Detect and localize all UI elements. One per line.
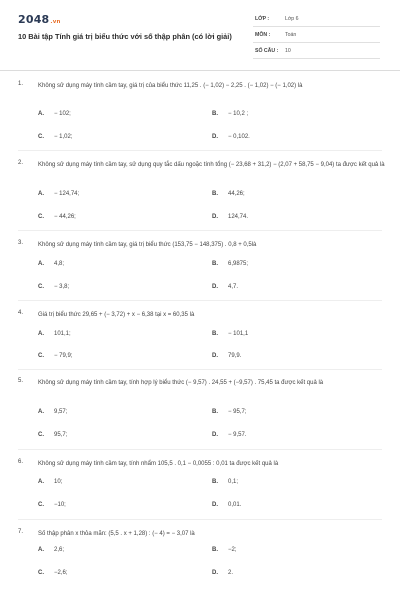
option-d[interactable] [212,502,241,508]
option-b[interactable] [212,191,245,197]
option-d[interactable] [212,134,250,140]
question-number: 7. [18,529,24,535]
option-letter: B. [212,479,218,485]
option-letter: C. [38,214,44,220]
option-text: 0,1; [228,479,239,485]
option-text: 44,26; [228,191,245,197]
option-d[interactable] [212,214,248,220]
question-number: 2. [18,160,24,166]
option-letter: A. [38,261,44,267]
page-title: 10 Bài tập Tính giá trị biểu thức với số thập phân (có lời giải) [18,32,232,41]
option-letter: D. [212,432,218,438]
option-letter: D. [212,214,218,220]
option-text: 4,8; [54,261,65,267]
option-d[interactable] [212,570,233,576]
option-letter: A. [38,409,44,415]
option-letter: B. [212,261,218,267]
question-text: Không sử dụng máy tính cầm tay, giá trị của biểu thức 11,25 . (− 1,02) − 2,25 . (− 1,02) − (− 1,02) là [38,83,303,89]
option-text: 124,74. [228,214,249,220]
option-text: − 3,8; [54,284,70,290]
meta-value: Lớp 6 [285,16,299,22]
option-text: 2,6; [54,547,65,553]
question-text: Giá trị biểu thức 29,65 + (− 3,72) + x − 6,38 tại x = 60,35 là [38,312,195,318]
option-c[interactable] [38,502,66,508]
question-divider [18,519,382,520]
option-b[interactable] [212,479,238,485]
option-letter: D. [212,353,218,359]
option-d[interactable] [212,284,238,290]
question-text: Số thập phân x thỏa mãn: (5,5 . x + 1,28) : (− 4) = − 3,07 là [38,531,195,537]
question-number: 3. [18,240,24,246]
meta-row-class [253,13,380,27]
option-b[interactable] [212,331,248,337]
option-a[interactable] [38,547,64,553]
meta-key: SỐ CÂU : [255,48,279,54]
option-b[interactable] [212,547,237,553]
option-letter: B. [212,191,218,197]
option-c[interactable] [38,214,76,220]
option-a[interactable] [38,111,71,117]
site-logo[interactable] [18,13,61,26]
option-letter: C. [38,570,44,576]
option-text: −2,6; [54,570,68,576]
option-text: − 95,7; [228,409,247,415]
option-letter: D. [212,284,218,290]
option-text: − 101,1 [228,331,249,337]
option-letter: C. [38,502,44,508]
question-text: Không sử dụng máy tính cầm tay, sử dụng quy tắc dấu ngoặc tính tổng (− 23,68 + 31,2) − (2,07 + 58,75 − 9,04) ta được kết quả là [38,162,385,168]
option-b[interactable] [212,261,248,267]
logo-text: 2048 [18,13,50,26]
option-letter: B. [212,111,218,117]
option-text: 4,7. [228,284,239,290]
option-a[interactable] [38,331,71,337]
option-c[interactable] [38,284,69,290]
option-letter: D. [212,570,218,576]
option-text: 101,1; [54,331,71,337]
option-text: 0,01. [228,502,242,508]
option-c[interactable] [38,432,67,438]
question-number: 4. [18,310,24,316]
header-divider [0,70,400,71]
option-letter: B. [212,547,218,553]
option-letter: A. [38,547,44,553]
option-text: 10; [54,479,63,485]
question-text: Không sử dụng máy tính cầm tay, tính hợp lý biểu thức (− 9,57) . 24,55 + (−9,57) . 75,45 ta được kết quả là [38,380,324,386]
option-letter: C. [38,353,44,359]
option-letter: C. [38,432,44,438]
option-a[interactable] [38,261,64,267]
option-letter: A. [38,191,44,197]
option-letter: B. [212,409,218,415]
question-text: Không sử dụng máy tính cầm tay, tính nhẩm 105,5 . 0,1 − 0,0055 : 0,01 ta được kết quả là [38,461,279,467]
option-text: 6,9875; [228,261,249,267]
option-text: − 79,9; [54,353,73,359]
question-divider [18,150,382,151]
option-text: − 44,26; [54,214,76,220]
option-letter: B. [212,331,218,337]
document-header [0,0,400,68]
option-letter: A. [38,331,44,337]
meta-row-subject [253,29,380,43]
option-letter: C. [38,284,44,290]
option-d[interactable] [212,432,247,438]
option-a[interactable] [38,479,62,485]
option-a[interactable] [38,191,79,197]
question-divider [18,230,382,231]
question-number: 5. [18,378,24,384]
meta-value: Toán [285,32,297,38]
option-text: −10; [54,502,66,508]
option-d[interactable] [212,353,241,359]
option-letter: A. [38,111,44,117]
meta-key: MÔN : [255,32,271,38]
option-text: 9,57; [54,409,68,415]
option-text: 79,9. [228,353,242,359]
question-divider [18,449,382,450]
option-letter: D. [212,502,218,508]
option-text: − 9,57. [228,432,247,438]
option-c[interactable] [38,570,68,576]
question-number: 1. [18,81,24,87]
option-text: − 0,102. [228,134,250,140]
meta-value: 10 [285,48,291,54]
option-b[interactable] [212,409,247,415]
question-number: 6. [18,459,24,465]
question-divider [18,369,382,370]
option-text: − 10,2 ; [228,111,249,117]
question-text: Không sử dụng máy tính cầm tay, giá trị biểu thức (153,75 − 148,375) . 0,8 + 0,5là [38,242,257,248]
option-c[interactable] [38,134,73,140]
option-letter: D. [212,134,218,140]
option-b[interactable] [212,111,248,117]
option-c[interactable] [38,353,73,359]
option-letter: C. [38,134,44,140]
logo-suffix: .vn [50,19,61,25]
meta-key: LỚP : [255,16,270,22]
option-text: − 102; [54,111,71,117]
option-text: 95,7; [54,432,68,438]
option-text: 2. [228,570,234,576]
option-a[interactable] [38,409,67,415]
option-letter: A. [38,479,44,485]
question-divider [18,300,382,301]
meta-row-count [253,45,380,59]
option-text: −2; [228,547,237,553]
option-text: − 124,74; [54,191,80,197]
option-text: − 1,02; [54,134,73,140]
